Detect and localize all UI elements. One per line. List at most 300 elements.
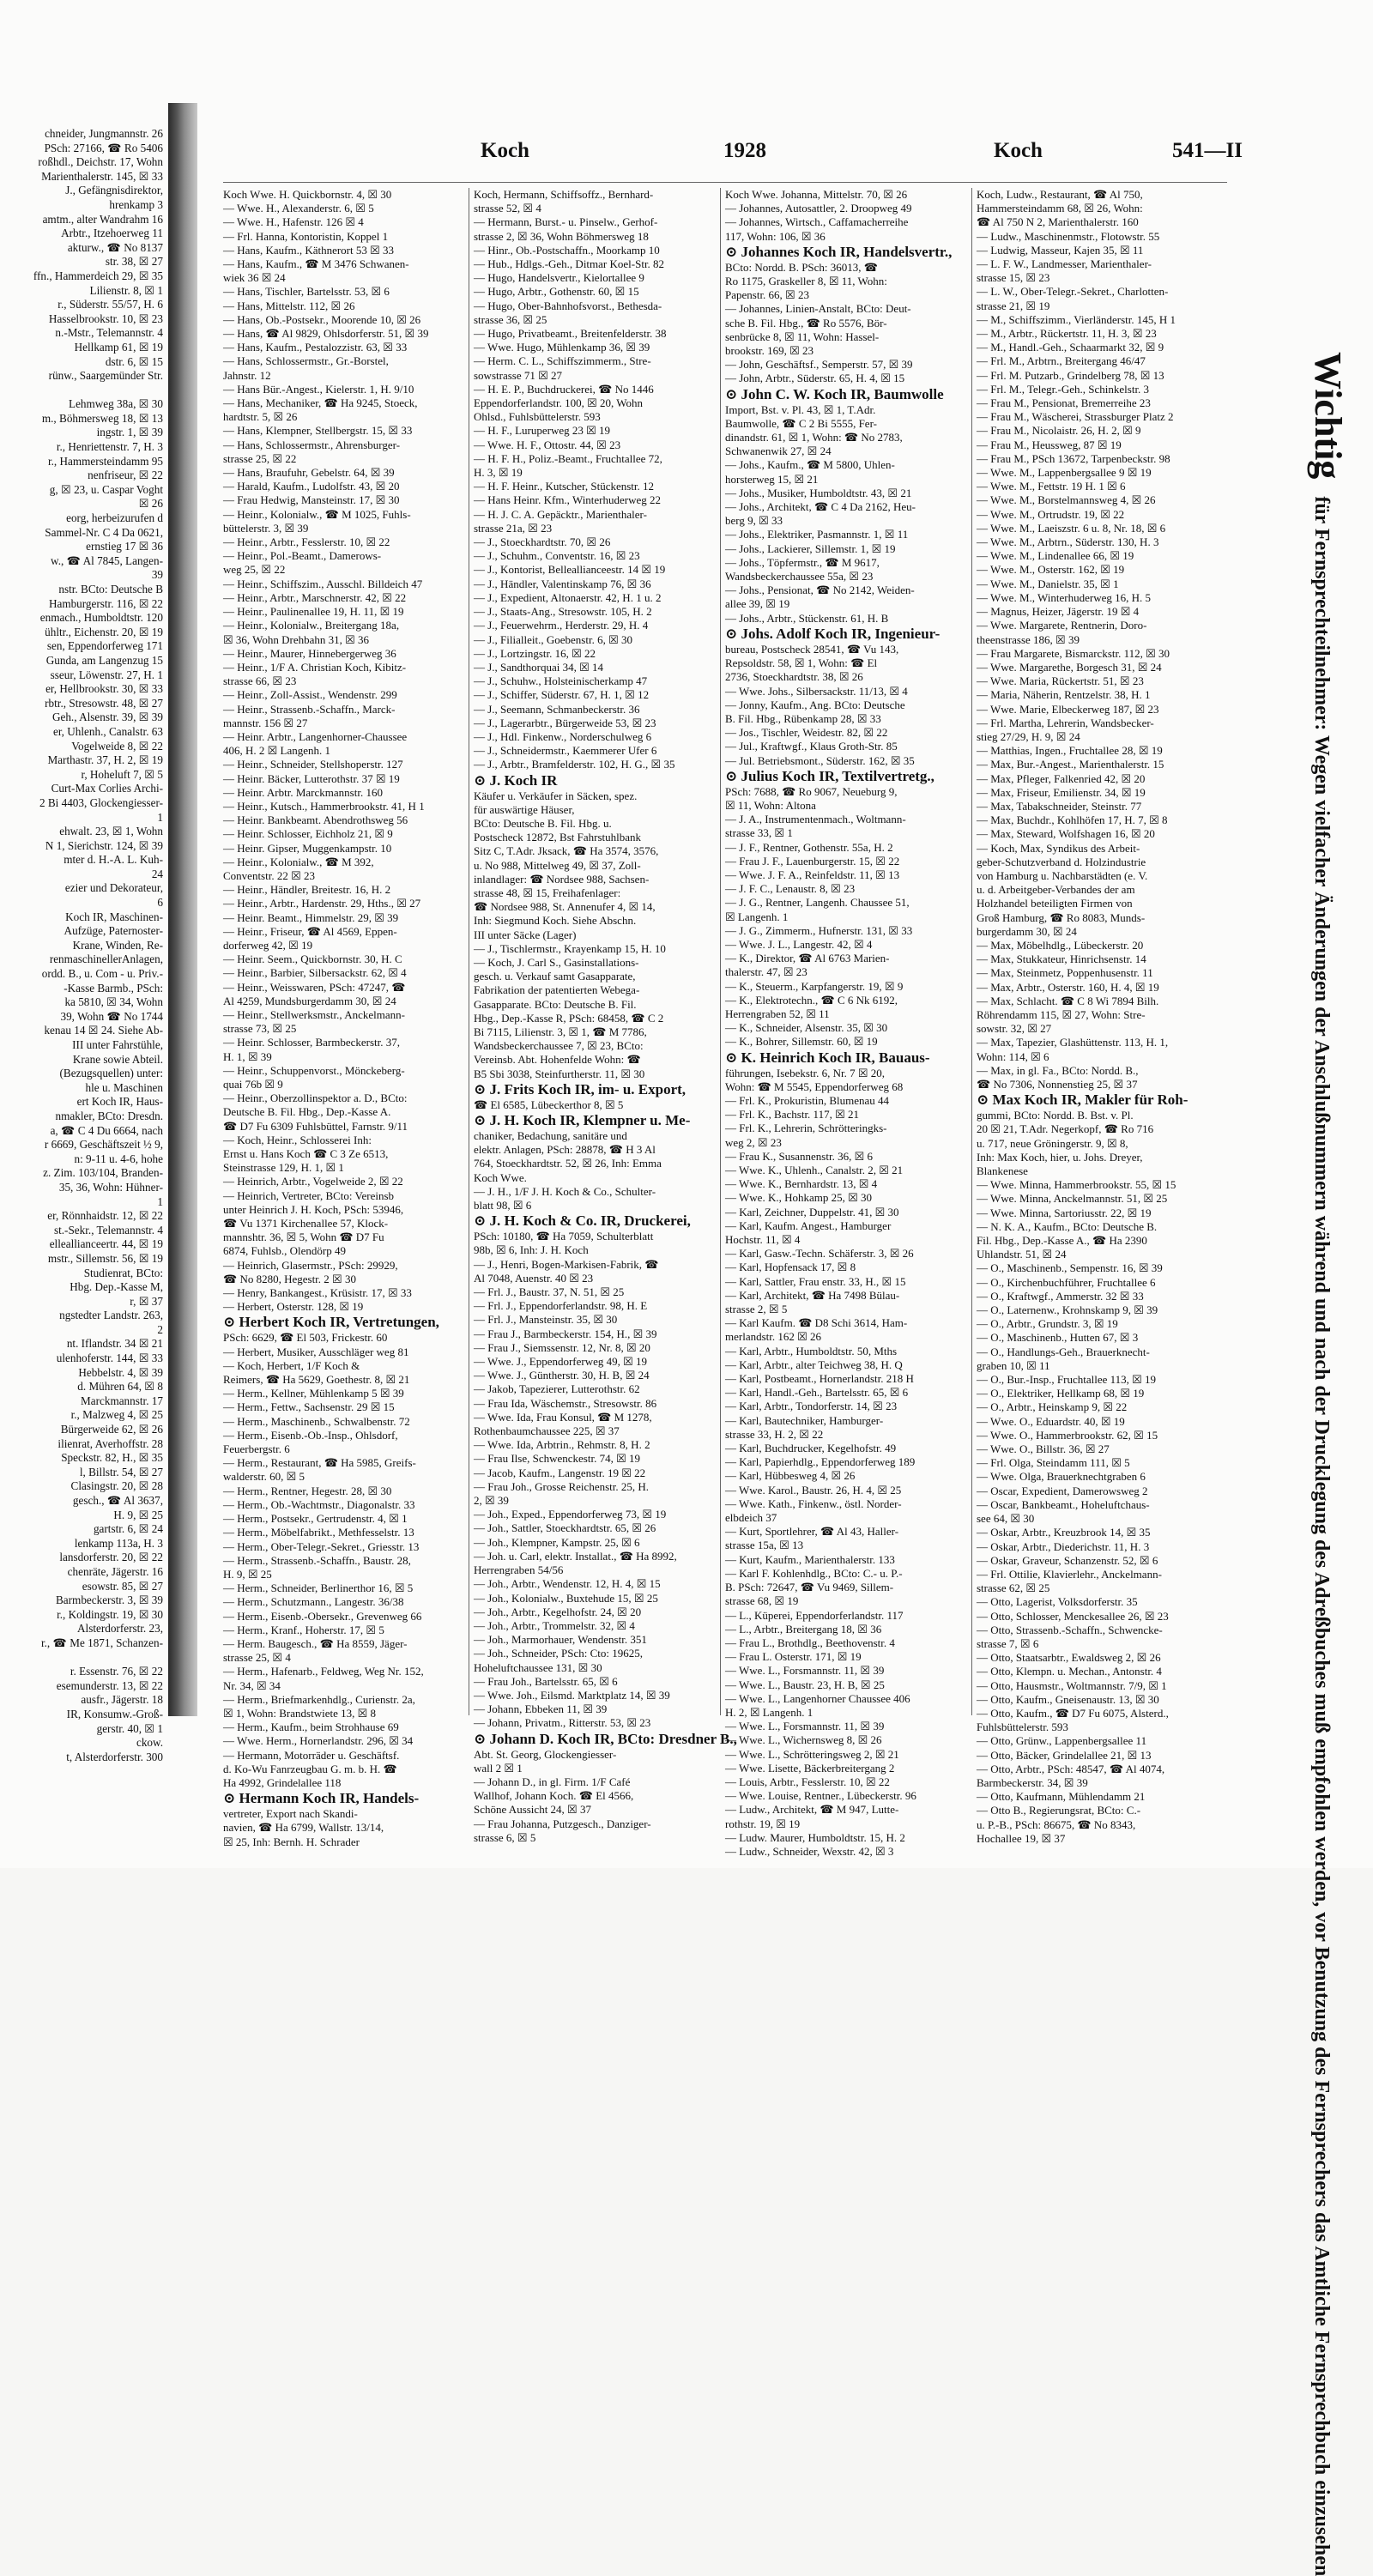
directory-entry: 2736, Stoeckhardtstr. 38, ☒ 26: [725, 670, 863, 684]
directory-entry: — Frl. Martha, Lehrerin, Wandsbecker-: [977, 716, 1154, 729]
column-4: [977, 188, 1217, 1845]
directory-entry: — Johs., Musiker, Humboldtstr. 43, ☒ 21: [725, 486, 912, 499]
left-page-line: Geh., Alsenstr. 39, ☒ 39: [51, 711, 163, 724]
directory-entry: — Karl, Handl.-Geh., Bartelsstr. 65, ☒ 6: [725, 1386, 909, 1400]
directory-entry: burgerdamm 30, ☒ 24: [977, 924, 1077, 938]
left-page-line: Vogelweide 8, ☒ 22: [71, 739, 163, 753]
directory-entry: — J. G., Zimmerm., Hufnerstr. 131, ☒ 33: [725, 923, 913, 937]
directory-entry: — Herm., Hafenarb., Feldweg, Weg Nr. 152,: [223, 1665, 424, 1678]
directory-entry: mannstr. 156 ☒ 27: [223, 716, 308, 729]
directory-entry: horsterweg 15, ☒ 21: [725, 472, 819, 486]
directory-entry: Wallhof, Johann Koch. ☎ El 4566,: [474, 1789, 634, 1803]
directory-entry: — Wwe. K., Bernhardstr. 13, ☒ 4: [725, 1177, 878, 1191]
directory-entry: — Heinr. Seem., Quickbornstr. 30, H. C: [223, 952, 402, 966]
left-page-line: chenräte, Jägerstr. 16: [67, 1564, 163, 1578]
directory-entry: büttelerstr. 3, ☒ 39: [223, 521, 309, 535]
directory-entry: d. Ko-Wu Fanrzeugbau G. m. b. H. ☎: [223, 1762, 397, 1775]
directory-entry: strasse 21, ☒ 19: [977, 299, 1050, 312]
directory-entry: — Heinr. Arbtr. Marckmannstr. 160: [223, 785, 383, 799]
directory-entry: ☎ Al 750 N 2, Marienthalerstr. 160: [977, 215, 1139, 229]
directory-entry: — Jul., Kraftwgf., Klaus Groth-Str. 85: [725, 740, 898, 753]
directory-entry: — Wwe. M., Laeiszstr. 6 u. 8, Nr. 18, ☒ 6: [977, 521, 1166, 535]
directory-entry: — Hans, Schlossermstr., Gr.-Borstel,: [223, 354, 389, 368]
directory-entry: Inh: Max Koch, hier, u. Johs. Dreyer,: [977, 1150, 1143, 1164]
directory-entry: — Frau L. Osterstr. 171, ☒ 19: [725, 1650, 862, 1664]
directory-entry: Feuerbergstr. 6: [223, 1442, 290, 1456]
left-page-line: Lilienstr. 8, ☒ 1: [89, 283, 163, 297]
directory-entry: strasse 48, ☒ 15, Freihafenlager:: [474, 886, 621, 899]
directory-entry: B5 Sbi 3038, Steinfurtherstr. 11, ☒ 30: [474, 1067, 645, 1080]
directory-entry: Wohn: ☎ M 5545, Eppendorferweg 68: [725, 1079, 904, 1093]
directory-entry: — O., Kraftwgf., Ammerstr. 32 ☒ 33: [977, 1289, 1144, 1303]
directory-entry: — Karl F. Kohlenhdlg., BCto: C.- u. P.-: [725, 1566, 903, 1580]
left-page-line: Krane sowie Abteil.: [72, 1052, 163, 1066]
left-page-line: ilienrat, Averhoffstr. 28: [57, 1436, 163, 1450]
left-page-line: gartstr. 6, ☒ 24: [93, 1522, 163, 1536]
firm-entry: ⊙ Johannes Koch IR, Handelsvertr.,: [725, 243, 953, 260]
directory-entry: — Frau M., Nicolaistr. 26, H. 2, ☒ 9: [977, 424, 1141, 438]
left-page-line: sen, Eppendorferweg 171: [46, 639, 163, 653]
directory-entry: — Wwe. Karol., Baustr. 26, H. 4, ☒ 25: [725, 1483, 902, 1497]
directory-entry: — J., Henri, Bogen-Markisen-Fabrik, ☎: [474, 1257, 659, 1271]
directory-entry: Repsoldstr. 58, ☒ 1, Wohn: ☎ El: [725, 656, 878, 670]
directory-entry: — K., Steuerm., Karpfangerstr. 19, ☒ 9: [725, 979, 904, 993]
directory-entry: Rothenbaumchaussee 225, ☒ 37: [474, 1424, 620, 1438]
directory-entry: — Hans Bür.-Angest., Kielerstr. 1, H. 9/10: [223, 382, 414, 396]
left-page-line: rbtr., Stresowstr. 48, ☒ 27: [45, 696, 163, 710]
directory-entry: — Johannes, Wirtsch., Caffamacherreihe: [725, 215, 909, 229]
directory-entry: strasse 33, ☒ 1: [725, 826, 793, 840]
directory-entry: H. 1, ☒ 39: [223, 1049, 272, 1063]
directory-entry: III unter Säcke (Lager): [474, 928, 577, 941]
directory-entry: — O., Arbtr., Grundstr. 3, ☒ 19: [977, 1317, 1118, 1331]
directory-entry: — Wwe. L., Forsmannstr. 11, ☒ 39: [725, 1720, 885, 1733]
left-page-line: Sammel-Nr. C 4 Da 0621,: [45, 525, 163, 539]
directory-entry: H. 3, ☒ 19: [474, 466, 523, 480]
directory-entry: — Koch, Herbert, 1/F Koch &: [223, 1358, 360, 1372]
left-page-line: mstr., Sillemstr. 56, ☒ 19: [47, 1251, 163, 1265]
directory-entry: strasse 7, ☒ 6: [977, 1636, 1039, 1650]
left-page-line: hrenkamp 3: [109, 197, 163, 211]
directory-entry: Blankenese: [977, 1164, 1028, 1178]
directory-entry: — Herbert, Musiker, Ausschläger weg 81: [223, 1345, 409, 1358]
directory-entry: Bi 7115, Lilienstr. 3, ☒ 1, ☎ M 7786,: [474, 1025, 647, 1038]
directory-entry: strasse 15, ☒ 23: [977, 271, 1050, 285]
directory-entry: graben 10, ☒ 11: [977, 1358, 1050, 1372]
directory-entry: theenstrasse 186, ☒ 39: [977, 632, 1080, 646]
directory-entry: berg 9, ☒ 33: [725, 514, 783, 528]
directory-entry: navien, ☎ Ha 6799, Wallstr. 13/14,: [223, 1821, 384, 1835]
directory-entry: — Max, Steinmetz, Poppenhusenstr. 11: [977, 966, 1153, 980]
directory-entry: Deutsche B. Fil. Hbg., Dep.-Kasse A.: [223, 1105, 391, 1119]
directory-entry: — Hans, Ob.-Postsekr., Moorende 10, ☒ 26: [223, 312, 421, 326]
directory-entry: — Joh., Arbtr., Wendenstr. 12, H. 4, ☒ 15: [474, 1577, 661, 1591]
left-page-line: Aufzüge, Paternoster-: [64, 924, 163, 938]
left-page-line: mter d. H.-A. L. Kuh-: [64, 853, 163, 867]
left-page-line: Alsterdorferstr. 23,: [77, 1622, 163, 1636]
directory-entry: — Joh., Kolonialw., Buxtehude 15, ☒ 25: [474, 1591, 658, 1605]
directory-entry: strasse 25, ☒ 22: [223, 451, 297, 465]
directory-entry: Holzhandel beteiligten Firmen von: [977, 897, 1133, 910]
directory-entry: — Hans Heinr. Kfm., Winterhuderweg 22: [474, 493, 662, 507]
directory-entry: — Heinr. Schlosser, Eichholz 21, ☒ 9: [223, 827, 393, 841]
directory-entry: — J., Schuhm., Conventstr. 16, ☒ 23: [474, 549, 640, 563]
directory-entry: elbdeich 37: [725, 1511, 777, 1525]
directory-entry: 406, H. 2 ☒ Langenh. 1: [223, 744, 331, 758]
firm-entry: ⊙ Johs. Adolf Koch IR, Ingenieur-: [725, 625, 941, 642]
directory-entry: ☎ No 7306, Nonnenstieg 25, ☒ 37: [977, 1078, 1138, 1091]
directory-entry: geber-Schutzverband d. Holzindustrie: [977, 855, 1146, 868]
left-page-line: d. Mühren 64, ☒ 8: [77, 1380, 163, 1394]
directory-entry: — Wwe. O., Billstr. 36, ☒ 27: [977, 1442, 1110, 1456]
directory-entry: — J., Seemann, Schmanbeckerstr. 36: [474, 702, 640, 716]
directory-entry: — Frl. K., Bachstr. 117, ☒ 21: [725, 1108, 859, 1122]
directory-entry: ☒ 25, Inh: Bernh. H. Schrader: [223, 1835, 360, 1848]
directory-entry: — Wwe. K., Uhlenh., Canalstr. 2, ☒ 21: [725, 1164, 904, 1176]
directory-entry: — Wwe. Minna, Sartoriusstr. 22, ☒ 19: [977, 1206, 1152, 1219]
left-page-line: 1: [157, 1194, 163, 1208]
left-page-line: ehwalt. 23, ☒ 1, Wohn: [59, 825, 163, 838]
left-page-line: l, Billstr. 54, ☒ 27: [79, 1465, 163, 1478]
directory-entry: — Frau M., Wäscherei, Strassburger Platz 2: [977, 410, 1174, 424]
directory-entry: — Max, Friseur, Emilienstr. 34, ☒ 19: [977, 785, 1146, 799]
directory-entry: — Hans, Klempner, Stellbergstr. 15, ☒ 33: [223, 424, 413, 438]
directory-entry: strasse 36, ☒ 25: [474, 312, 547, 326]
directory-entry: — Koch, J. Carl S., Gasinstallations-: [474, 955, 639, 969]
directory-entry: wiek 36 ☒ 24: [223, 271, 286, 285]
directory-entry: Baumwolle, ☎ C 2 Bi 5555, Fer-: [725, 416, 877, 430]
directory-entry: — Heinr., Arbtr., Fesslerstr. 10, ☒ 22: [223, 535, 390, 549]
header-left-keyword: Koch: [481, 139, 529, 162]
left-page-line: elleallianceertr. 44, ☒ 19: [49, 1237, 163, 1251]
left-page-line: m., Böhmersweg 18, ☒ 13: [41, 411, 163, 425]
left-page-line: Speckstr. 82, H., ☒ 35: [61, 1451, 163, 1465]
directory-entry: merlandstr. 162 ☒ 26: [725, 1330, 822, 1344]
directory-entry: chaniker, Bedachung, sanitäre und: [474, 1129, 627, 1142]
directory-entry: — Frl. Ottilie, Klavierlehr., Anckelmann-: [977, 1567, 1162, 1581]
firm-entry: ⊙ J. Koch IR: [474, 771, 558, 789]
directory-entry: — Otto, Grünw., Lappenbergsallee 11: [977, 1734, 1147, 1748]
left-page-line: nstr. BCto: Deutsche B: [58, 583, 163, 596]
directory-entry: — Frl. J., Eppendorferlandstr. 98, H. E: [474, 1299, 648, 1313]
left-page-line: IR, Konsumw.-Groß-: [66, 1707, 163, 1720]
directory-entry: — Harald, Kaufm., Ludolfstr. 43, ☒ 20: [223, 480, 400, 493]
left-page-line: nmakler, BCto: Dresdn.: [55, 1109, 163, 1122]
directory-entry: — Hans, Mechaniker, ☎ Ha 9245, Stoeck,: [223, 396, 418, 410]
directory-entry: — J., Schuhw., Holsteinischerkamp 47: [474, 674, 648, 688]
left-page-line: str. 38, ☒ 27: [105, 255, 163, 269]
directory-entry: — Wwe. J., Güntherstr. 30, H. B, ☒ 24: [474, 1369, 650, 1382]
left-page-line: r, Hoheluft 7, ☒ 5: [81, 767, 163, 781]
column-1: [223, 188, 463, 1848]
directory-entry: — Joh., Marmorhauer, Wendenstr. 351: [474, 1633, 647, 1647]
directory-entry: stieg 27/29, H. 9, ☒ 24: [977, 729, 1080, 743]
directory-entry: — J., Lagerarbtr., Bürgerweide 53, ☒ 23: [474, 716, 656, 729]
directory-entry: — O., Kirchenbuchführer, Fruchtallee 6: [977, 1275, 1156, 1289]
directory-entry: — Wwe. Marie, Elbeckerweg 187, ☒ 23: [977, 702, 1159, 716]
left-page-line: esowstr. 85, ☒ 27: [82, 1579, 163, 1593]
left-page-line: Bürgerweide 62, ☒ 26: [60, 1423, 163, 1436]
directory-entry: — Heinr., Kolonialw., ☎ M 392,: [223, 855, 374, 868]
page-header: [221, 139, 1311, 173]
directory-entry: — Wwe. Lisette, Bäckerbreitergang 2: [725, 1761, 895, 1775]
directory-entry: — J., Schneidermstr., Kaemmerer Ufer 6: [474, 744, 657, 758]
column-2: [474, 188, 737, 1844]
directory-entry: — J. F., Rentner, Gothenstr. 55a, H. 2: [725, 840, 893, 854]
directory-entry: ☒ Langenh. 1: [725, 910, 789, 923]
directory-entry: — Wwe. Hugo, Mühlenkamp 36, ☒ 39: [474, 341, 650, 354]
left-page-line: [0, 1651, 168, 1666]
directory-entry: — Herm., Fettw., Sachsenstr. 29 ☒ 15: [223, 1400, 395, 1414]
directory-entry: — J., Staats-Ang., Stresowstr. 105, H. 2: [474, 605, 652, 619]
directory-entry: — Wwe. Louise, Rentner., Lübeckerstr. 96: [725, 1789, 916, 1803]
directory-entry: — J., Lortzingstr. 16, ☒ 22: [474, 646, 596, 660]
directory-entry: — Heinrich, Arbtr., Vogelweide 2, ☒ 22: [223, 1175, 403, 1188]
directory-entry: 117, Wohn: 106, ☒ 36: [725, 229, 826, 243]
directory-entry: — Wwe. Johs., Silbersackstr. 11/13, ☒ 4: [725, 684, 908, 698]
directory-entry: — Frl. J., Baustr. 37, N. 51, ☒ 25: [474, 1285, 625, 1299]
directory-entry: — Wwe. L., Langenhorner Chaussee 406: [725, 1691, 910, 1705]
left-page-line: [0, 384, 168, 398]
directory-entry: — Otto, Klempn. u. Mechan., Antonstr. 4: [977, 1665, 1162, 1678]
left-page-line: hle u. Maschinen: [85, 1080, 163, 1094]
directory-entry: — Wwe. L., Forsmannstr. 11, ☒ 39: [725, 1664, 885, 1678]
directory-entry: — Wwe. M., Borstelmannsweg 4, ☒ 26: [977, 493, 1156, 507]
directory-entry: — Jacob, Kaufm., Langenstr. 19 ☒ 22: [474, 1466, 646, 1479]
directory-entry: — Karl, Hopfensack 17, ☒ 8: [725, 1261, 856, 1274]
left-page-line: Gunda, am Langenzug 15: [45, 653, 163, 667]
left-page-line: (Bezugsquellen) unter:: [59, 1067, 163, 1080]
directory-entry: ☒ 11, Wohn: Altona: [725, 798, 816, 812]
directory-entry: strasse 62, ☒ 25: [977, 1581, 1050, 1595]
directory-entry: — Wwe. M., Osterstr. 162, ☒ 19: [977, 563, 1125, 577]
directory-entry: für auswärtige Häuser,: [474, 802, 575, 816]
directory-entry: — Max, Stukkateur, Hinrichsenstr. 14: [977, 952, 1146, 966]
left-page-line: r., Süderstr. 55/57, H. 6: [57, 298, 163, 311]
left-page-line: nt. Iflandstr. 34 ☒ 21: [66, 1337, 163, 1351]
directory-entry: — Frl. M., Arbtrn., Breitergang 46/47: [977, 354, 1146, 368]
directory-entry: Fil. Hbg., Dep.-Kasse A., ☎ Ha 2390: [977, 1234, 1147, 1248]
left-page-line: Marckmannstr. 17: [81, 1394, 163, 1407]
directory-entry: — Max, Bur.-Angest., Marienthalerstr. 15: [977, 758, 1164, 771]
directory-entry: — Wwe. Herm., Hornerlandstr. 296, ☒ 34: [223, 1734, 414, 1748]
directory-entry: — Herm., Eisenb.-Obersekr., Grevenweg 66: [223, 1609, 422, 1623]
directory-entry: Uhlandstr. 51, ☒ 24: [977, 1248, 1067, 1261]
directory-entry: — Johannes, Linien-Anstalt, BCto: Deut-: [725, 302, 911, 316]
directory-entry: — J. A., Instrumentenmach., Woltmann-: [725, 813, 906, 826]
directory-entry: — Frau M., Pensionat, Bremerreihe 23: [977, 396, 1151, 410]
left-page-line: 39: [151, 568, 163, 582]
directory-entry: führungen, Isebekstr. 6, Nr. 7 ☒ 20,: [725, 1066, 886, 1079]
directory-entry: allee 39, ☒ 19: [725, 597, 790, 611]
directory-entry: — Ludw., Architekt, ☎ M 947, Lutte-: [725, 1803, 899, 1817]
directory-entry: Al 4259, Mundsburgerdamm 30, ☒ 24: [223, 994, 396, 1007]
left-page-line: n.-Mstr., Telemannstr. 4: [55, 326, 163, 340]
left-page-line: n: 9-11 u. 4-6, hohe: [74, 1152, 163, 1165]
left-page-line: 6: [157, 896, 163, 910]
directory-entry: — Matthias, Ingen., Fruchtallee 28, ☒ 19: [977, 744, 1163, 758]
left-page-line: ausfr., Jägerstr. 18: [81, 1693, 163, 1707]
directory-entry: — Wwe. M., Danielstr. 35, ☒ 1: [977, 577, 1119, 590]
left-page-line: r., Malzweg 4, ☒ 25: [70, 1408, 163, 1422]
left-page-line: ka 5810, ☒ 34, Wohn: [64, 995, 163, 1009]
directory-entry: Ha 4992, Grindelallee 118: [223, 1775, 342, 1789]
directory-entry: — Heinr., Pol.-Beamt., Damerows-: [223, 549, 382, 563]
directory-entry: Hochstr. 11, ☒ 4: [725, 1233, 801, 1247]
directory-entry: — Frl. M. Putzarb., Grindelberg 78, ☒ 13: [977, 368, 1164, 382]
directory-entry: — Herm., Restaurant, ☎ Ha 5985, Greifs-: [223, 1456, 416, 1470]
directory-entry: sche B. Fil. Hbg., ☎ Ro 5576, Bör-: [725, 316, 887, 330]
left-page-line: roßhdl., Deichstr. 17, Wohn: [38, 155, 163, 169]
directory-entry: — Wwe. M., Winterhuderweg 16, H. 5: [977, 590, 1151, 604]
directory-entry: — Herm., Kranf., Hoherstr. 17, ☒ 5: [223, 1623, 384, 1636]
left-page-line: r., Koldingstr. 19, ☒ 30: [57, 1607, 163, 1621]
directory-entry: — O., Maschinenb., Hutten 67, ☒ 3: [977, 1331, 1139, 1345]
directory-entry: Koch, Hermann, Schiffsoffz., Bernhard-: [474, 188, 654, 201]
directory-entry: — N. K. A., Kaufm., BCto: Deutsche B.: [977, 1219, 1158, 1233]
directory-entry: Wandsbeckerchaussee 55a, ☒ 23: [725, 570, 874, 584]
directory-entry: — Ludw. Maurer, Humboldtstr. 15, H. 2: [725, 1830, 905, 1844]
directory-entry: ☎ Nordsee 988, St. Annenufer 4, ☒ 14,: [474, 900, 656, 914]
directory-entry: Postscheck 12872, Bst Fahrstuhlbank: [474, 831, 641, 844]
directory-entry: — Heinr., Weisswaren, PSch: 47247, ☎: [223, 980, 406, 994]
directory-entry: — Hans, Braufuhr, Gebelstr. 64, ☒ 39: [223, 466, 395, 480]
header-year: 1928: [723, 139, 766, 162]
directory-entry: — Heinr., Maurer, Hinnebergerweg 36: [223, 646, 396, 660]
directory-entry: — Heinr. Beamt., Himmelstr. 29, ☒ 39: [223, 910, 399, 924]
directory-entry: — L., Arbtr., Breitergang 18, ☒ 36: [725, 1622, 882, 1636]
directory-entry: — M., Schiffszimm., Vierländerstr. 145, H 1: [977, 312, 1176, 326]
directory-entry: — Jakob, Tapezierer, Lutterothstr. 62: [474, 1382, 640, 1396]
directory-entry: PSch: 10180, ☎ Ha 7059, Schulterblatt: [474, 1230, 654, 1243]
directory-entry: — Kurt, Kaufm., Marienthalerstr. 133: [725, 1552, 895, 1566]
left-page-line: ert Koch IR, Haus-: [76, 1095, 163, 1109]
left-page-line: Barmbeckerstr. 3, ☒ 39: [56, 1593, 163, 1607]
directory-entry: — Herm. Baugesch., ☎ Ha 8559, Jäger-: [223, 1636, 408, 1650]
directory-entry: strasse 6, ☒ 5: [474, 1830, 536, 1844]
directory-entry: — Heinr. Bäcker, Lutterothstr. 37 ☒ 19: [223, 771, 400, 785]
directory-entry: Al 7048, Auenstr. 40 ☒ 23: [474, 1271, 594, 1285]
directory-entry: — J., Hdl. Finkenw., Norderschulweg 6: [474, 729, 652, 743]
directory-entry: — Jos., Tischler, Weidestr. 82, ☒ 22: [725, 726, 888, 740]
directory-entry: — Heinr., Friseur, ☎ Al 4569, Eppen-: [223, 924, 397, 938]
directory-entry: — Karl, Architekt, ☎ Ha 7498 Bülau-: [725, 1288, 900, 1302]
left-page-line: Marienthalerstr. 145, ☒ 33: [41, 169, 163, 183]
directory-entry: — Johannes, Autosattler, 2. Droopweg 49: [725, 202, 912, 215]
directory-entry: — Magnus, Heizer, Jägerstr. 19 ☒ 4: [977, 605, 1140, 619]
firm-entry: ⊙ Max Koch IR, Makler für Roh-: [977, 1091, 1189, 1109]
directory-entry: hardtstr. 5, ☒ 26: [223, 410, 298, 424]
directory-entry: — Hans, Schlossermstr., Ahrensburger-: [223, 438, 401, 451]
directory-entry: Conventstr. 22 ☒ 23: [223, 868, 315, 882]
left-page-line: sseur, Löwenstr. 27, H. 1: [50, 668, 163, 681]
directory-entry: Hammersteindamm 68, ☒ 26, Wohn:: [977, 202, 1143, 215]
directory-entry: Eppendorferlandstr. 100, ☒ 20, Wohn: [474, 396, 644, 410]
directory-entry: Hbg., Dep.-Kasse R, PSch: 68458, ☎ C 2: [474, 1011, 664, 1025]
directory-entry: — Johs., Kaufm., ☎ M 5800, Uhlen-: [725, 458, 895, 472]
directory-entry: — Frau M., Heussweg, 87 ☒ 19: [977, 438, 1122, 451]
directory-entry: Papenstr. 66, ☒ 23: [725, 288, 809, 302]
left-page-line: Hellkamp 61, ☒ 19: [74, 340, 163, 354]
directory-entry: — Oskar, Arbtr., Kreuzbrook 14, ☒ 35: [977, 1526, 1151, 1539]
directory-entry: Schöne Aussicht 24, ☒ 37: [474, 1803, 591, 1817]
directory-entry: — Wwe. J., Eppendorferweg 49, ☒ 19: [474, 1355, 648, 1369]
firm-entry: ⊙ J. Frits Koch IR, im- u. Export,: [474, 1080, 686, 1098]
directory-entry: — Joh., Exped., Eppendorferweg 73, ☒ 19: [474, 1508, 667, 1521]
left-page-line: Hebbelstr. 4, ☒ 39: [78, 1365, 163, 1379]
left-page-line: ulenhoferstr. 144, ☒ 33: [56, 1351, 163, 1365]
directory-entry: — Johs., Architekt, ☎ C 4 Da 2162, Heu-: [725, 500, 916, 514]
directory-entry: — Max, Tapezier, Glashüttenstr. 113, H. 1,: [977, 1036, 1169, 1049]
directory-entry: — Hans, Mittelstr. 112, ☒ 26: [223, 299, 355, 312]
left-page-line: Clasingstr. 20, ☒ 28: [70, 1479, 163, 1493]
directory-entry: — Wwe. M., Arbtrn., Süderstr. 130, H. 3: [977, 535, 1159, 549]
left-page-line: Arbtr., Itzehoerweg 11: [61, 227, 163, 240]
directory-entry: — K., Direktor, ☎ Al 6763 Marien-: [725, 952, 890, 965]
directory-entry: Hochallee 19, ☒ 37: [977, 1831, 1066, 1845]
left-page-line: J., Gefängnisdirektor,: [65, 184, 163, 197]
left-page-line: r., ☎ Me 1871, Schanzen-: [40, 1636, 163, 1649]
directory-entry: quai 76b ☒ 9: [223, 1078, 283, 1091]
directory-entry: ☎ D7 Fu 6309 Fuhlsbüttel, Farnstr. 9/11: [223, 1119, 408, 1133]
directory-entry: — Hugo, Handelsvertr., Kielortallee 9: [474, 271, 644, 285]
directory-entry: — Herm., Kellner, Mühlenkamp 5 ☒ 39: [223, 1387, 404, 1400]
directory-entry: — Hans, ☎ Al 9829, Ohlsdorferstr. 51, ☒ 39: [223, 327, 429, 341]
directory-entry: ☒ 36, Wohn Drehbahn 31, ☒ 36: [223, 632, 370, 646]
directory-entry: — Herm., Schutzmann., Langestr. 36/38: [223, 1595, 404, 1609]
directory-entry: weg 25, ☒ 22: [223, 563, 286, 577]
directory-entry: — J. H., 1/F J. H. Koch & Co., Schulter-: [474, 1184, 656, 1198]
directory-entry: — Frau Ida, Wäschemstr., Stresowstr. 86: [474, 1396, 657, 1410]
directory-entry: — Wwe. H. F., Ottostr. 44, ☒ 23: [474, 438, 621, 451]
directory-entry: — Hugo, Privatbeamt., Breitenfelderstr. 38: [474, 327, 667, 341]
directory-entry: — Wwe. Ida, Frau Konsul, ☎ M 1278,: [474, 1410, 652, 1424]
directory-entry: — Frau J. F., Lauenburgerstr. 15, ☒ 22: [725, 854, 900, 868]
directory-entry: strasse 2, ☒ 36, Wohn Böhmersweg 18: [474, 229, 649, 243]
directory-entry: — H. E. P., Buchdruckerei, ☎ No 1446: [474, 382, 654, 396]
directory-entry: PSch: 6629, ☎ El 503, Frickestr. 60: [223, 1331, 388, 1345]
directory-entry: Käufer u. Verkäufer in Säcken, spez.: [474, 789, 638, 802]
directory-entry: 2, ☒ 39: [474, 1494, 509, 1508]
directory-entry: — Frau Joh., Bartelsstr. 65, ☒ 6: [474, 1674, 618, 1688]
directory-entry: — Frl. Hanna, Kontoristin, Koppel 1: [223, 229, 389, 243]
directory-entry: strasse 25, ☒ 4: [223, 1651, 291, 1665]
directory-entry: — Henry, Bankangest., Krüsistr. 17, ☒ 33: [223, 1286, 412, 1300]
directory-entry: elektr. Anlagen, PSch: 28878, ☎ H 3 Al: [474, 1143, 656, 1157]
directory-entry: — L. F. W., Landmesser, Marienthaler-: [977, 257, 1152, 271]
directory-entry: Röhrendamm 115, ☒ 27, Wohn: Stre-: [977, 1007, 1146, 1021]
left-page-line: amtm., alter Wandrahm 16: [42, 212, 163, 226]
directory-entry: — Karl, Gasw.-Techn. Schäferstr. 3, ☒ 26: [725, 1247, 914, 1261]
directory-entry: — Heinr., Kolonialw., ☎ M 1025, Fuhls-: [223, 507, 411, 521]
directory-entry: Herrengraben 54/56: [474, 1563, 564, 1577]
left-page-line: ühltr., Eichenstr. 20, ☒ 19: [45, 625, 163, 638]
left-page-line: kenau 14 ☒ 24. Siehe Ab-: [44, 1024, 163, 1037]
notice-body: für Fernsprechteilnehmer: Wegen vielfacher Änderungen der Anschlußnummern während und nach der Drucklegung des Adreßbuches muß empfohlen werden, vor Benutzung des Fernsprechers das Amtliche Fernsprechbuch einzusehen: [1310, 496, 1333, 2576]
directory-entry: strasse 33, H. 2, ☒ 22: [725, 1427, 824, 1441]
left-page-line: st.-Sekr., Telemannstr. 4: [53, 1223, 163, 1237]
directory-entry: bureau, Postscheck 28541, ☎ Vu 143,: [725, 642, 899, 656]
directory-entry: — Max, Möbelhdlg., Lübeckerstr. 20: [977, 938, 1144, 952]
directory-entry: 764, Stoeckhardtstr. 52, ☒ 26, Inh: Emma: [474, 1157, 662, 1170]
firm-entry: ⊙ J. H. Koch & Co. IR, Druckerei,: [474, 1212, 691, 1230]
left-page-line: ckow.: [136, 1736, 163, 1750]
directory-entry: — Heinr., Arbtr., Marschnerstr. 42, ☒ 22: [223, 590, 407, 604]
directory-entry: — Otto, Lagerist, Volksdorferstr. 35: [977, 1595, 1138, 1609]
directory-entry: BCto: Nordd. B. PSch: 36013, ☎: [725, 260, 878, 274]
directory-entry: — Heinr., Arbtr., Hardenstr. 29, Hths., ☒ 27: [223, 897, 421, 910]
directory-entry: — Otto, Schlosser, Menckesallee 26, ☒ 23: [977, 1609, 1169, 1623]
